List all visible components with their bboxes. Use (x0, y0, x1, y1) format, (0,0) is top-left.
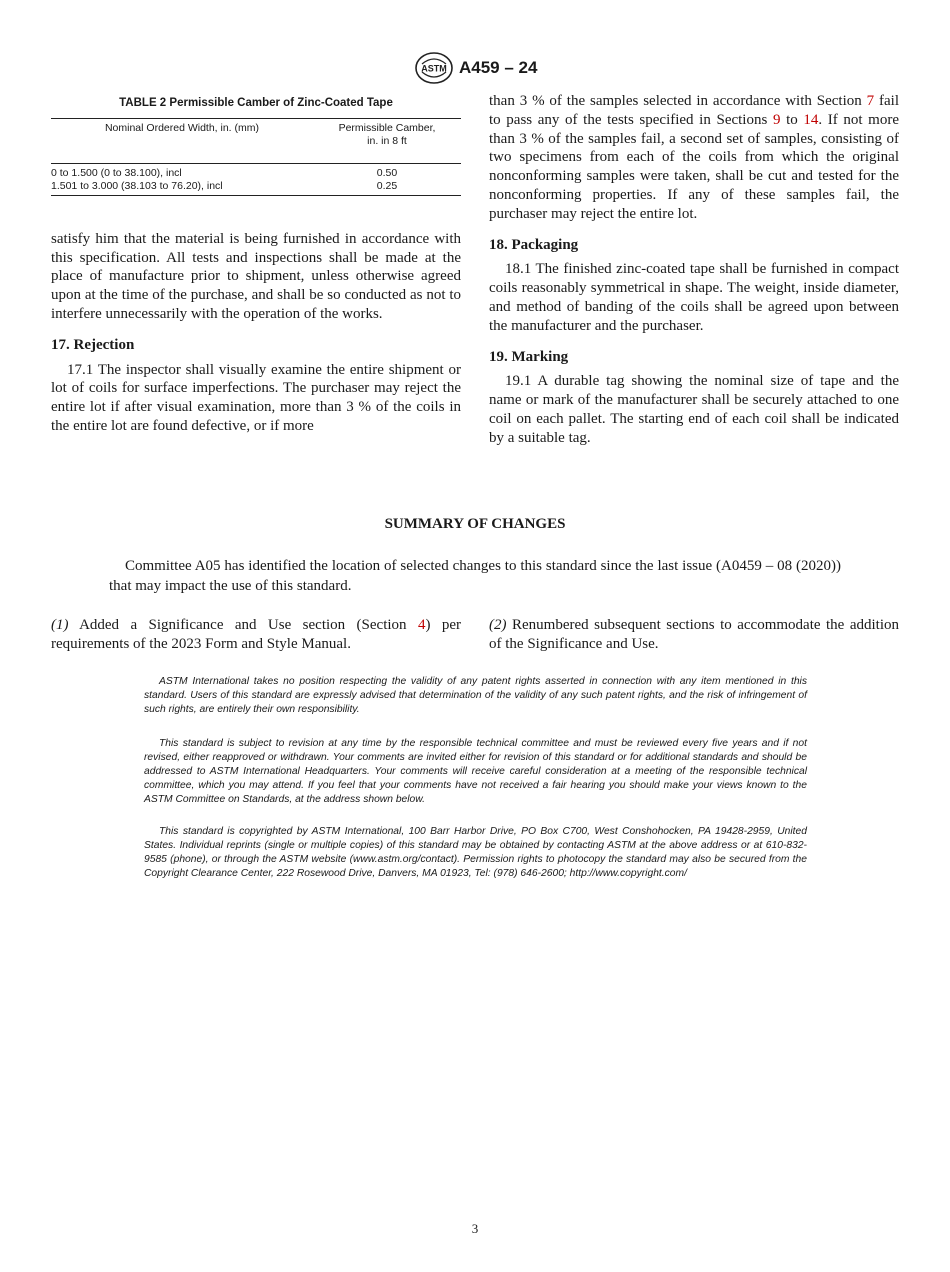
page-number: 3 (471, 1221, 479, 1236)
table-header-row (51, 118, 461, 163)
width-cell: 1.501 to 3.000 (38.103 to 76.20), incl (51, 180, 313, 195)
change-item-2 (489, 616, 899, 653)
column-header-width: Nominal Ordered Width, in. (mm) (51, 118, 313, 163)
camber-header-line2: in. in 8 ft (367, 135, 407, 148)
section-7-link[interactable]: 7 (866, 93, 875, 109)
camber-cell: 0.25 (313, 180, 461, 195)
text-span: to (780, 111, 804, 128)
text-span: Renumbered subsequent sections to accommodate the addition of the Significance and Use. (489, 617, 899, 652)
change-number: (2) (489, 617, 507, 633)
text-span: than 3 % of the samples selected in accordance with Section (489, 93, 867, 109)
text-span: . If not more than 3 % of the samples fail, a second set of samples, consisting of two specimens from each of the coils from which the original nonconforming samples were taken, shall be cut and tested for the nonconforming properties. If any of these samples fail, the purchaser may reject the entire lot. (489, 111, 900, 222)
text-span: fail to pass any of the tests specified in Sections (489, 93, 899, 128)
table-row (51, 163, 461, 180)
change-item-1 (51, 616, 461, 653)
revision-notice: This standard is subject to revision at any time by the responsible technical committee and must be reviewed every five years and if not revised, either reapproved or withdrawn. Your comments are invited either for revision of this standard or for additional standards and should be addressed to ASTM International Headquarters. Your comments will receive careful consideration at a meeting of the responsible technical committee, which you may attend. If you feel that your comments have not received a fair hearing you should make your views known to the ASTM Committee on Standards, at the address shown below. (144, 738, 807, 805)
section-19-heading: 19. Marking (489, 348, 569, 365)
patent-notice: ASTM International takes no position respecting the validity of any patent rights asserted in connection with any item mentioned in this standard. Users of this standard are expressly advised that determination of the validity of any such patent rights, and the risk of infringement of such rights, are entirely their own responsibility. (144, 676, 807, 715)
page-header (0, 52, 950, 86)
width-cell: 0 to 1.500 (0 to 38.100), incl (51, 166, 182, 179)
document-designation: A459 – 24 (459, 58, 538, 77)
section-18-heading: 18. Packaging (489, 236, 579, 253)
right-column (489, 92, 899, 448)
summary-intro: Committee A05 has identified the location of selected changes to this standard since the last issue (A0459 – 08 (2020)) that may impact the use of this standard. (109, 558, 841, 594)
camber-table (51, 118, 461, 196)
change-number: (1) (51, 617, 69, 633)
table-title: TABLE 2 Permissible Camber of Zinc-Coated Tape (119, 97, 393, 109)
section-4-link[interactable]: 4 (417, 617, 426, 633)
astm-logo-icon (414, 52, 454, 84)
table-row (51, 180, 461, 195)
section-17-continued (489, 92, 899, 224)
section-19-1-text: 19.1 A durable tag showing the nominal size of tape and the name or mark of the manufacturer shall be securely attached to one coil on each pallet. The starting end of each coil shall be indicated by a suitable tag. (489, 373, 899, 446)
text-span: Added a Significance and Use section (Section (68, 617, 418, 633)
section-14-link[interactable]: 14 (803, 111, 819, 128)
svg-text:ASTM: ASTM (421, 63, 447, 74)
section-17-1-text: 17.1 The inspector shall visually examine the entire shipment or lot of coils for surface imperfections. The purchaser may reject the entire lot if after visual examination, more than 3 % of the coils in the entire lot are found defective, or if more (51, 361, 461, 434)
copyright-notice: This standard is copyrighted by ASTM International, 100 Barr Harbor Drive, PO Box C700, West Conshohocken, PA 19428-2959, United States. Individual reprints (single or multiple copies) of this standard may be obtained by contacting ASTM at the above address or at 610-832-9585 (phone), or through the ASTM website (www.astm.org/contact). Permission rights to photocopy the standard may also be secured from the Copyright Clearance Center, 222 Rosewood Drive, Danvers, MA 01923, Tel: (978) 646-2600; http://www.copyright.com/ (144, 826, 807, 879)
summary-of-changes-title: SUMMARY OF CHANGES (384, 516, 566, 532)
left-column (51, 92, 461, 436)
text-span: ) per requirements of the 2023 Form and Style Manual. (51, 617, 461, 652)
section-9-link[interactable]: 9 (772, 111, 781, 128)
camber-header-line1: Permissible Camber, (338, 121, 436, 134)
column-header-camber (313, 118, 461, 163)
continued-paragraph: satisfy him that the material is being furnished in accordance with this specification. All tests and inspections shall be made at the place of manufacture prior to shipment, unless otherwise agreed upon at the time of the purchase, and shall be so conducted as not to interfere unnecessarily with the operation of the works. (51, 230, 461, 322)
camber-cell: 0.50 (376, 166, 398, 179)
section-17-heading: 17. Rejection (51, 336, 135, 353)
section-18-1-text: 18.1 The finished zinc-coated tape shall be furnished in compact coils reasonably symmetrical in shape. The weight, inside diameter, and method of banding of the coils shall be agreed upon between the manufacturer and the purchaser. (489, 261, 899, 334)
